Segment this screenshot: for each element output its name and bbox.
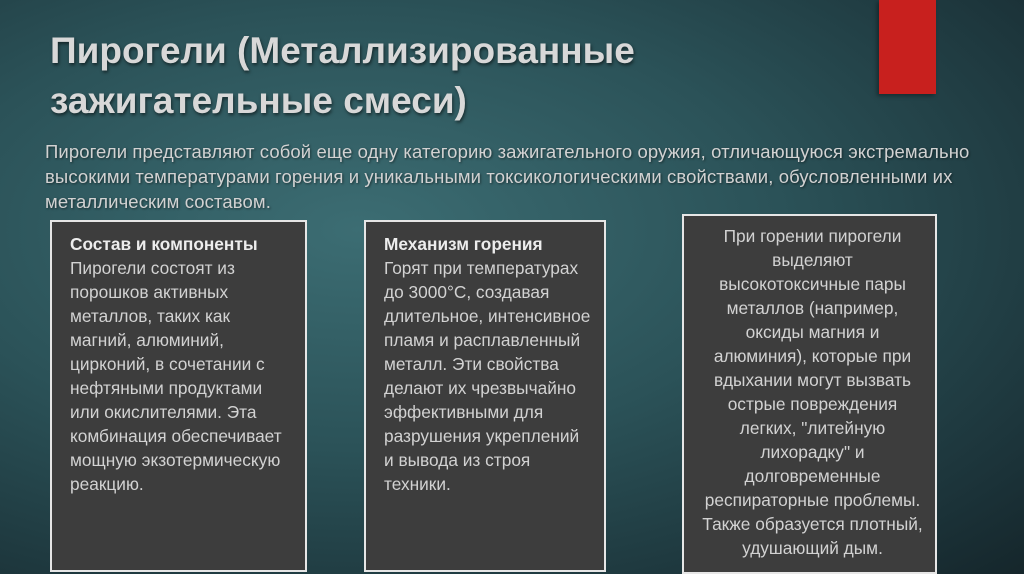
toxicity-box	[682, 214, 937, 574]
red-accent-bar	[879, 0, 936, 94]
combustion-heading: Механизм горения	[384, 234, 543, 254]
composition-box	[50, 220, 307, 572]
combustion-text: Горят при температурах до 3000°С, создавая длительное, интенсивное пламя и расплавленный металл. Эти свойства делают их чрезвычайно эффективными для разрушения укреплений и вывода из строя техники.	[384, 258, 591, 494]
slide-title: Пирогели (Металлизированные зажигательные смеси)	[50, 30, 635, 121]
composition-text: Пирогели состоят из порошков активных металлов, таких как магний, алюминий, цирконий, в сочетании с нефтяными продуктами или окислителями. Эта комбинация обеспечивает мощную экзотермическую реакцию.	[70, 258, 282, 494]
intro-paragraph: Пирогели представляют собой еще одну категорию зажигательного оружия, отличающуюся экстремально высокими температурами горения и уникальными токсикологическими свойствами, обусловленными их металлическим составом.	[45, 141, 970, 212]
combustion-box	[364, 220, 606, 572]
composition-heading: Состав и компоненты	[70, 234, 258, 254]
toxicity-text: При горении пирогели выделяют высокотоксичные пары металлов (например, оксиды магния и алюминия), которые при вдыхании могут вызвать острые повреждения легких, "литейную лихорадку" и долговременные респираторные проблемы. Также образуется плотный, удушающий дым.	[702, 226, 923, 558]
